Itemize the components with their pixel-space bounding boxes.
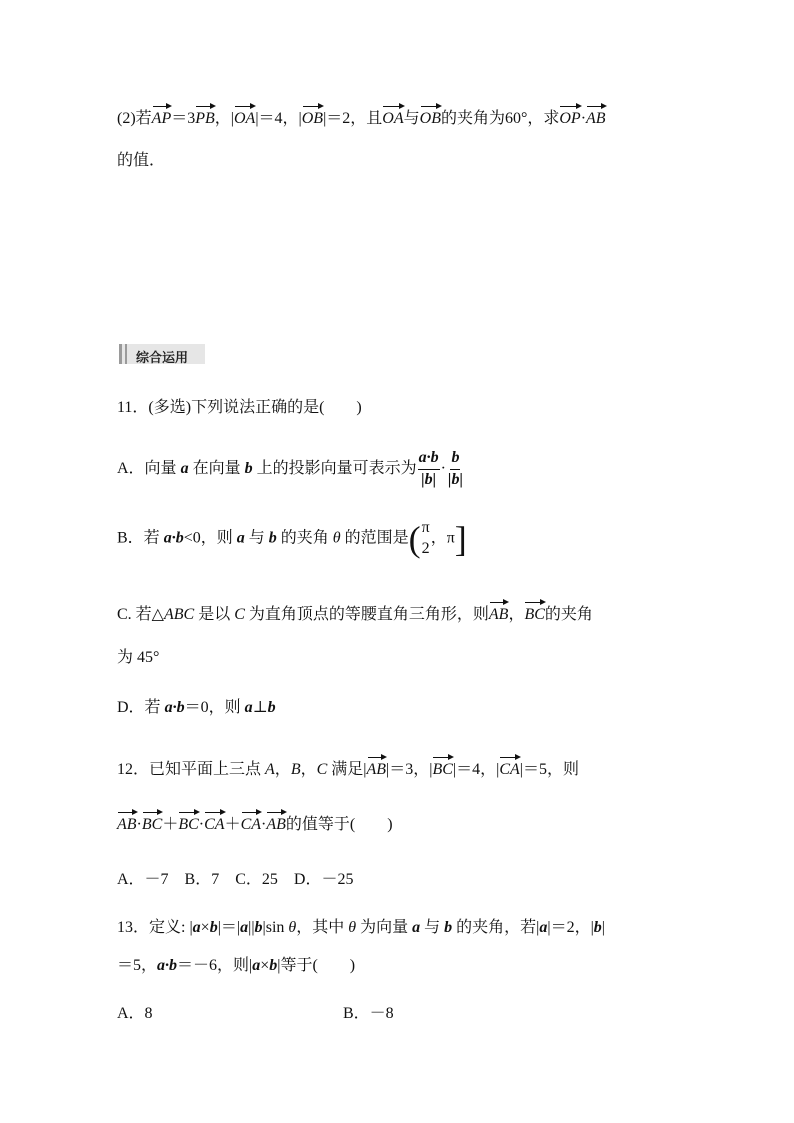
vector-b: b bbox=[268, 529, 277, 547]
q11-option-a bbox=[117, 450, 465, 489]
text: |＝2，且 bbox=[323, 110, 383, 127]
fraction-denominator: |b| bbox=[421, 470, 437, 488]
perp-symbol: ⊥ bbox=[252, 699, 268, 716]
q11-stem: 11．(多选)下列说法正确的是( ) bbox=[117, 399, 362, 416]
point-c: C bbox=[234, 606, 245, 623]
text: · bbox=[261, 816, 267, 833]
vector-a: a bbox=[192, 919, 201, 936]
text: |等于( ) bbox=[277, 957, 356, 974]
vector-a: a bbox=[240, 919, 249, 936]
q13-option-a: A．8 bbox=[117, 1005, 153, 1022]
vector-OP: OP bbox=[559, 104, 580, 127]
vector-AP: AP bbox=[152, 104, 172, 127]
vector-a: a bbox=[236, 529, 245, 547]
vector-BC: BC bbox=[524, 600, 544, 623]
text: × bbox=[260, 957, 270, 974]
theta: θ bbox=[288, 919, 297, 936]
text: (2)若 bbox=[117, 110, 152, 127]
dot-product: a·b bbox=[164, 699, 185, 716]
fraction-numerator: a·b bbox=[418, 450, 440, 470]
text: · bbox=[580, 110, 587, 127]
q11-option-c-line2: 为 45° bbox=[117, 649, 160, 666]
q13-line2 bbox=[117, 958, 355, 974]
text: |sin bbox=[262, 919, 289, 936]
vector-BC: BC bbox=[142, 810, 162, 833]
vector-a: a bbox=[252, 957, 261, 974]
section-label: 综合运用 bbox=[136, 350, 189, 365]
text: 的夹角 bbox=[544, 606, 593, 623]
text: ＋ bbox=[224, 816, 241, 833]
text: A．向量 bbox=[117, 459, 181, 477]
text: ＝0，则 bbox=[184, 699, 245, 716]
vector-CA: CA bbox=[204, 810, 224, 833]
fraction-denominator: 2 bbox=[421, 539, 430, 557]
point-c: C bbox=[316, 761, 328, 778]
fraction bbox=[447, 450, 464, 489]
q12-options: A．－7 B．7 C．25 D．－25 bbox=[117, 871, 354, 888]
q13-line1 bbox=[117, 920, 605, 936]
vector-OB: OB bbox=[302, 104, 323, 127]
text: 上的投影向量可表示为 bbox=[252, 459, 417, 477]
text: ＝3 bbox=[171, 110, 196, 127]
text: · bbox=[198, 816, 205, 833]
vector-b: b bbox=[209, 919, 218, 936]
fraction bbox=[421, 520, 431, 558]
text: 的夹角，若| bbox=[452, 919, 540, 936]
text: · bbox=[136, 816, 142, 833]
text: 12．已知平面上三点 bbox=[117, 761, 266, 778]
theta: θ bbox=[348, 919, 357, 936]
text: |＝4，| bbox=[255, 110, 302, 127]
text: ， bbox=[274, 761, 291, 778]
text: ，其中 bbox=[296, 919, 349, 936]
q10-part2-line2: 的值． bbox=[117, 152, 166, 169]
text: ＝－6，则| bbox=[177, 957, 253, 974]
q13-option-b: B．－8 bbox=[343, 1005, 394, 1022]
vector-a: a bbox=[412, 919, 421, 936]
text: |＝| bbox=[217, 919, 241, 936]
text: B．若 bbox=[117, 529, 164, 547]
point-b: B bbox=[290, 761, 301, 778]
vector-OA: OA bbox=[234, 104, 255, 127]
text: | bbox=[601, 919, 605, 936]
text: ＋ bbox=[162, 816, 179, 833]
text: C. 若△ bbox=[117, 606, 164, 623]
q12-line1 bbox=[117, 755, 579, 778]
vector-a: a bbox=[244, 699, 253, 716]
vector-b: b bbox=[254, 919, 263, 936]
vector-AB: AB bbox=[367, 755, 387, 778]
vector-AB: AB bbox=[117, 810, 137, 833]
vector-OA: OA bbox=[382, 104, 403, 127]
vector-a: a bbox=[180, 459, 189, 477]
text: D．若 bbox=[117, 699, 165, 716]
vector-b: b bbox=[593, 919, 602, 936]
text: <0，则 bbox=[183, 529, 237, 547]
vector-BC: BC bbox=[178, 810, 198, 833]
dot-product: a·b bbox=[157, 957, 178, 974]
text: ，| bbox=[214, 110, 234, 127]
q12-line2 bbox=[117, 810, 393, 833]
fraction-denominator: |b| bbox=[447, 470, 463, 488]
text: ，π bbox=[430, 529, 455, 547]
vector-BC: BC bbox=[432, 755, 452, 778]
text: × bbox=[200, 919, 210, 936]
vector-b: b bbox=[244, 459, 253, 477]
text: ， bbox=[300, 761, 317, 778]
right-bracket: ] bbox=[454, 518, 467, 559]
text: 的夹角 bbox=[276, 529, 333, 547]
text: || bbox=[248, 919, 255, 936]
vector-OB: OB bbox=[420, 104, 441, 127]
text: |＝3，| bbox=[386, 761, 433, 778]
section-tag bbox=[119, 344, 205, 364]
text: 满足| bbox=[327, 761, 367, 778]
text: 的夹角为60°，求 bbox=[440, 110, 560, 127]
dot-product: a·b bbox=[163, 529, 184, 547]
text: 为直角顶点的等腰直角三角形，则 bbox=[244, 606, 489, 623]
tag-bar bbox=[125, 344, 127, 364]
vector-AB: AB bbox=[489, 600, 509, 623]
q11-option-b bbox=[117, 520, 467, 558]
vector-AB: AB bbox=[266, 810, 286, 833]
vector-b: b bbox=[267, 699, 276, 716]
vector-AB: AB bbox=[586, 104, 606, 127]
fraction bbox=[418, 450, 440, 489]
q11-option-c bbox=[117, 600, 593, 623]
text: 在向量 bbox=[188, 459, 245, 477]
q10-part2-line1 bbox=[117, 104, 606, 127]
text: 为向量 bbox=[356, 919, 413, 936]
vector-CA: CA bbox=[241, 810, 261, 833]
vector-a: a bbox=[539, 919, 548, 936]
vector-CA: CA bbox=[499, 755, 519, 778]
text: 是以 bbox=[194, 606, 235, 623]
vector-PB: PB bbox=[195, 104, 215, 127]
point-a: A bbox=[265, 761, 275, 778]
fraction-numerator: π bbox=[421, 519, 430, 536]
vector-b: b bbox=[269, 957, 278, 974]
text: |＝4，| bbox=[452, 761, 500, 778]
text: |＝5，则 bbox=[519, 761, 580, 778]
text: |＝2，| bbox=[547, 919, 594, 936]
text: 与 bbox=[420, 919, 445, 936]
left-paren: ( bbox=[408, 518, 421, 559]
triangle-name: ABC bbox=[163, 606, 195, 623]
fraction-numerator: b bbox=[450, 450, 460, 470]
text: 的值等于( ) bbox=[285, 816, 393, 833]
text: · bbox=[440, 459, 446, 477]
text: ， bbox=[508, 606, 525, 623]
text: 13．定义: | bbox=[117, 919, 193, 936]
text: 与 bbox=[403, 110, 420, 127]
vector-b: b bbox=[444, 919, 453, 936]
q11-option-d bbox=[117, 700, 276, 716]
text: ＝5， bbox=[117, 957, 158, 974]
text: 的范围是 bbox=[340, 529, 409, 547]
theta: θ bbox=[332, 529, 341, 547]
text: 与 bbox=[244, 529, 269, 547]
